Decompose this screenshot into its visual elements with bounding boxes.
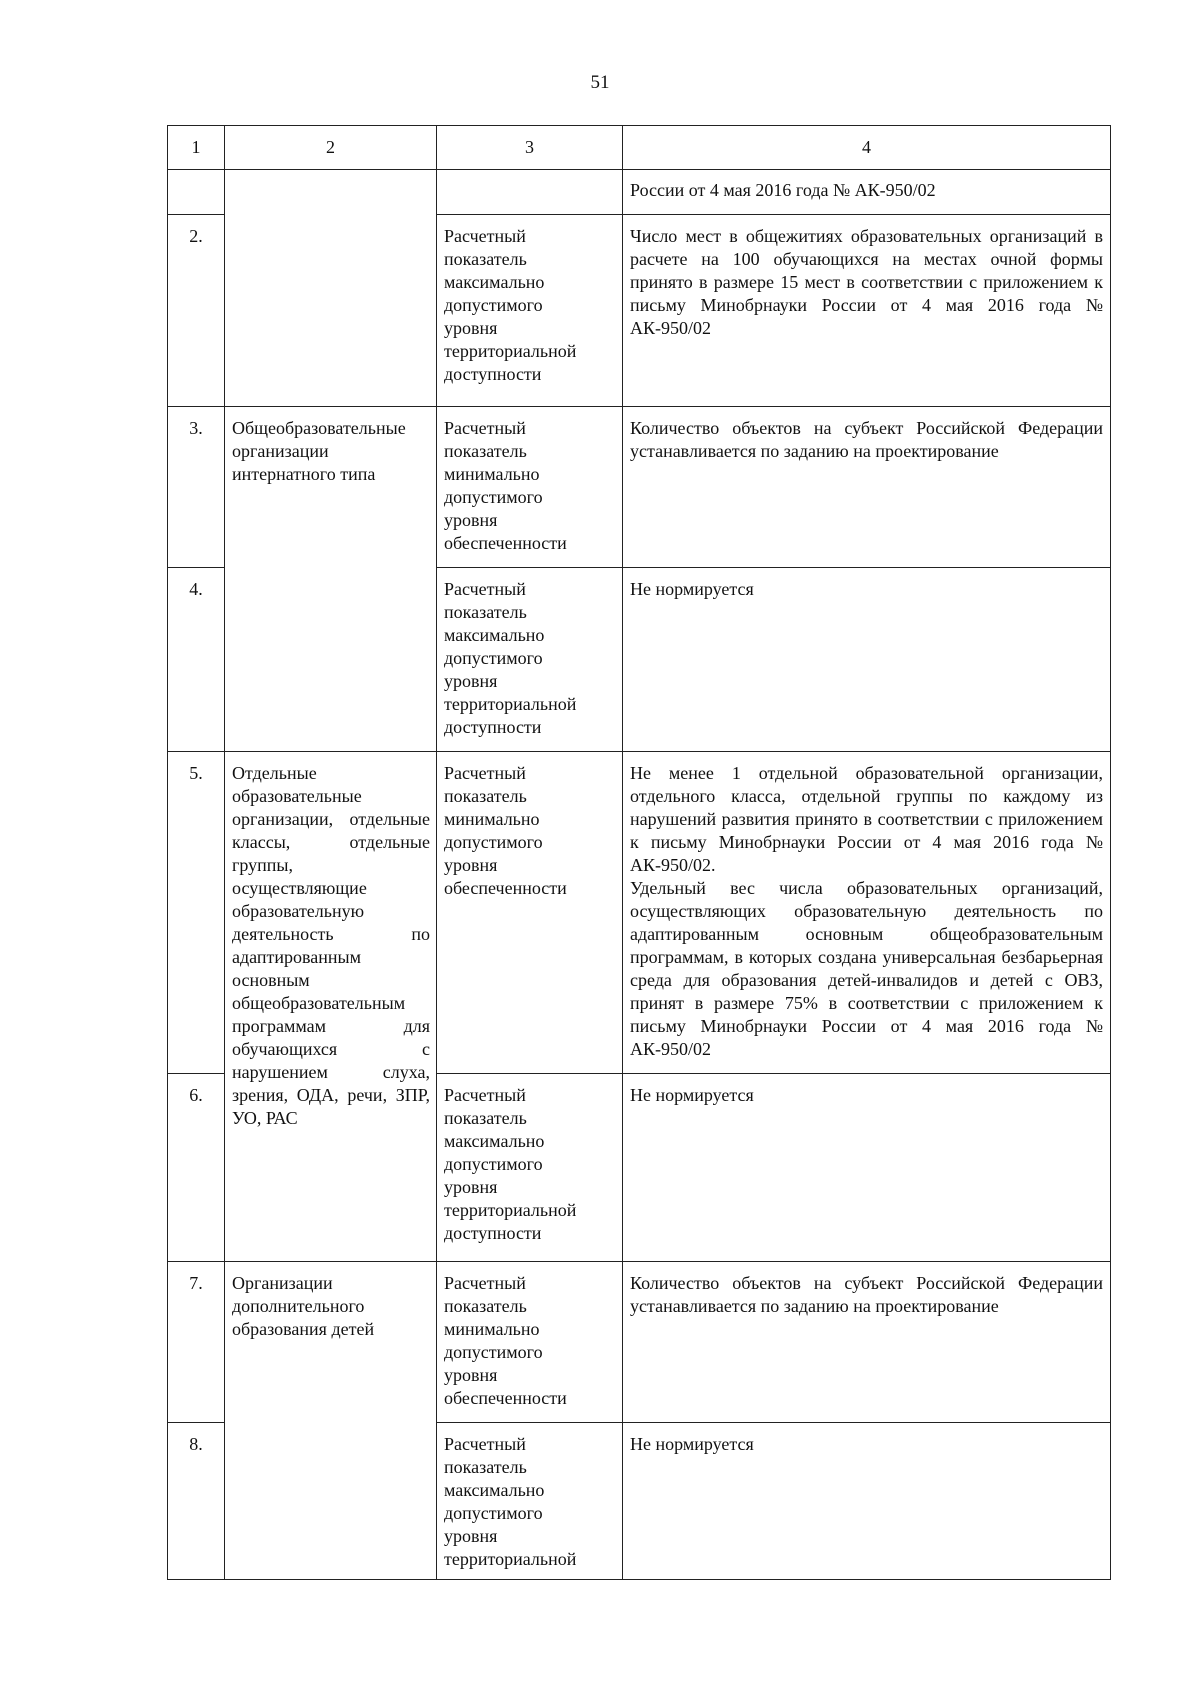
indicator-line: Расчетный: [444, 1434, 526, 1454]
indicator-line: уровня: [444, 318, 498, 338]
object-type-cell: [225, 1262, 437, 1580]
indicator-line: уровня: [444, 1365, 498, 1385]
table-row: [168, 407, 1111, 568]
row-number: 2.: [168, 215, 225, 407]
row-number: [168, 170, 225, 215]
indicator-line: допустимого: [444, 1154, 543, 1174]
row-number: 4.: [168, 568, 225, 752]
indicator-line: уровня: [444, 1526, 498, 1546]
indicator-line: показатель: [444, 1296, 527, 1316]
table-header-row: [168, 126, 1111, 170]
object-type-cell: [225, 170, 437, 407]
indicator-cell: [437, 1423, 623, 1580]
indicator-line: допустимого: [444, 1503, 543, 1523]
table-row: [168, 1262, 1111, 1423]
indicator-line: допустимого: [444, 648, 543, 668]
indicator-line: минимально: [444, 1319, 540, 1339]
indicator-line: минимально: [444, 464, 540, 484]
object-type-line: Организации: [232, 1273, 333, 1293]
indicator-line: допустимого: [444, 1342, 543, 1362]
indicator-line: максимально: [444, 1131, 545, 1151]
indicator-line: показатель: [444, 1108, 527, 1128]
indicator-cell: [437, 1262, 623, 1423]
indicator-line: уровня: [444, 855, 498, 875]
row-number: 7.: [168, 1262, 225, 1423]
indicator-line: показатель: [444, 786, 527, 806]
indicator-line: максимально: [444, 625, 545, 645]
object-type-line: интернатного типа: [232, 464, 376, 484]
value-paragraph: Удельный вес числа образовательных организаций, осуществляющих образовательную деятельность по адаптированным основным общеобразовательным программам, в которых создана универсальная безбарьерная среда для образования детей-инвалидов и детей с ОВЗ, принят в размере 75% в соответствии с приложением к письму Минобрнауки России от 4 мая 2016 года № АК-950/02: [630, 878, 1103, 1059]
row-number: 6.: [168, 1074, 225, 1262]
indicator-line: максимально: [444, 272, 545, 292]
indicator-line: уровня: [444, 1177, 498, 1197]
object-type-line: организации: [232, 441, 329, 461]
indicator-line: допустимого: [444, 832, 543, 852]
value-cell: Число мест в общежитиях образовательных организаций в расчете на 100 обучающихся на местах очной формы принято в размере 15 мест в соответствии с приложением к письму Минобрнауки России от 4 мая 2016 года № АК-950/02: [623, 215, 1111, 407]
value-cell: Не нормируется: [623, 1423, 1111, 1580]
indicator-line: доступности: [444, 717, 542, 737]
object-type-line: образования детей: [232, 1319, 375, 1339]
indicator-line: Расчетный: [444, 763, 526, 783]
indicator-cell: [437, 568, 623, 752]
indicator-line: уровня: [444, 671, 498, 691]
row-number: 8.: [168, 1423, 225, 1580]
indicator-line: показатель: [444, 441, 527, 461]
indicator-cell: [437, 752, 623, 1074]
indicator-cell: [437, 215, 623, 407]
indicator-line: допустимого: [444, 295, 543, 315]
table-row: [168, 170, 1111, 215]
indicator-line: доступности: [444, 364, 542, 384]
header-col-4: 4: [623, 126, 1111, 170]
header-col-1: 1: [168, 126, 225, 170]
table-row: [168, 752, 1111, 1074]
indicator-line: территориальной: [444, 1200, 577, 1220]
indicator-line: обеспеченности: [444, 533, 567, 553]
header-col-3: 3: [437, 126, 623, 170]
indicator-line: обеспеченности: [444, 878, 567, 898]
indicator-line: Расчетный: [444, 579, 526, 599]
value-cell: Количество объектов на субъект Российской Федерации устанавливается по заданию на проектирование: [623, 1262, 1111, 1423]
indicator-line: показатель: [444, 602, 527, 622]
indicator-line: Расчетный: [444, 1085, 526, 1105]
indicator-line: территориальной: [444, 341, 577, 361]
indicator-cell: [437, 1074, 623, 1262]
indicator-line: территориальной: [444, 694, 577, 714]
indicator-line: территориальной: [444, 1549, 577, 1569]
value-cell: Не нормируется: [623, 1074, 1111, 1262]
row-number: 3.: [168, 407, 225, 568]
row-number: 5.: [168, 752, 225, 1074]
indicator-line: Расчетный: [444, 226, 526, 246]
indicator-line: показатель: [444, 249, 527, 269]
value-cell: России от 4 мая 2016 года № АК-950/02: [623, 170, 1111, 215]
indicator-line: Расчетный: [444, 418, 526, 438]
object-type-line: дополнительного: [232, 1296, 365, 1316]
indicator-line: доступности: [444, 1223, 542, 1243]
indicator-line: обеспеченности: [444, 1388, 567, 1408]
value-paragraph: Не менее 1 отдельной образовательной организации, отдельного класса, отдельной группы по каждому из нарушений развития принято в соответствии с приложением к письму Минобрнауки России от 4 мая 2016 года № АК-950/02.: [630, 763, 1103, 875]
page-number: 51: [590, 72, 610, 93]
header-col-2: 2: [225, 126, 437, 170]
indicator-cell: [437, 407, 623, 568]
indicator-line: уровня: [444, 510, 498, 530]
indicator-line: Расчетный: [444, 1273, 526, 1293]
object-type-cell: Отдельные образовательные организации, отдельные классы, отдельные группы, осуществляющие образовательную деятельность по адаптированным основным общеобразовательным программам для обучающихся с нарушением слуха, зрения, ОДА, речи, ЗПР, УО, РАС: [225, 752, 437, 1262]
indicator-cell: [437, 170, 623, 215]
indicator-line: максимально: [444, 1480, 545, 1500]
object-type-cell: [225, 407, 437, 752]
indicator-line: показатель: [444, 1457, 527, 1477]
value-cell: Не нормируется: [623, 568, 1111, 752]
value-cell: [623, 752, 1111, 1074]
object-type-line: Общеобразовательные: [232, 418, 406, 438]
indicator-line: допустимого: [444, 487, 543, 507]
value-cell: Количество объектов на субъект Российской Федерации устанавливается по заданию на проектирование: [623, 407, 1111, 568]
indicators-table: [167, 125, 1111, 1580]
indicator-line: минимально: [444, 809, 540, 829]
